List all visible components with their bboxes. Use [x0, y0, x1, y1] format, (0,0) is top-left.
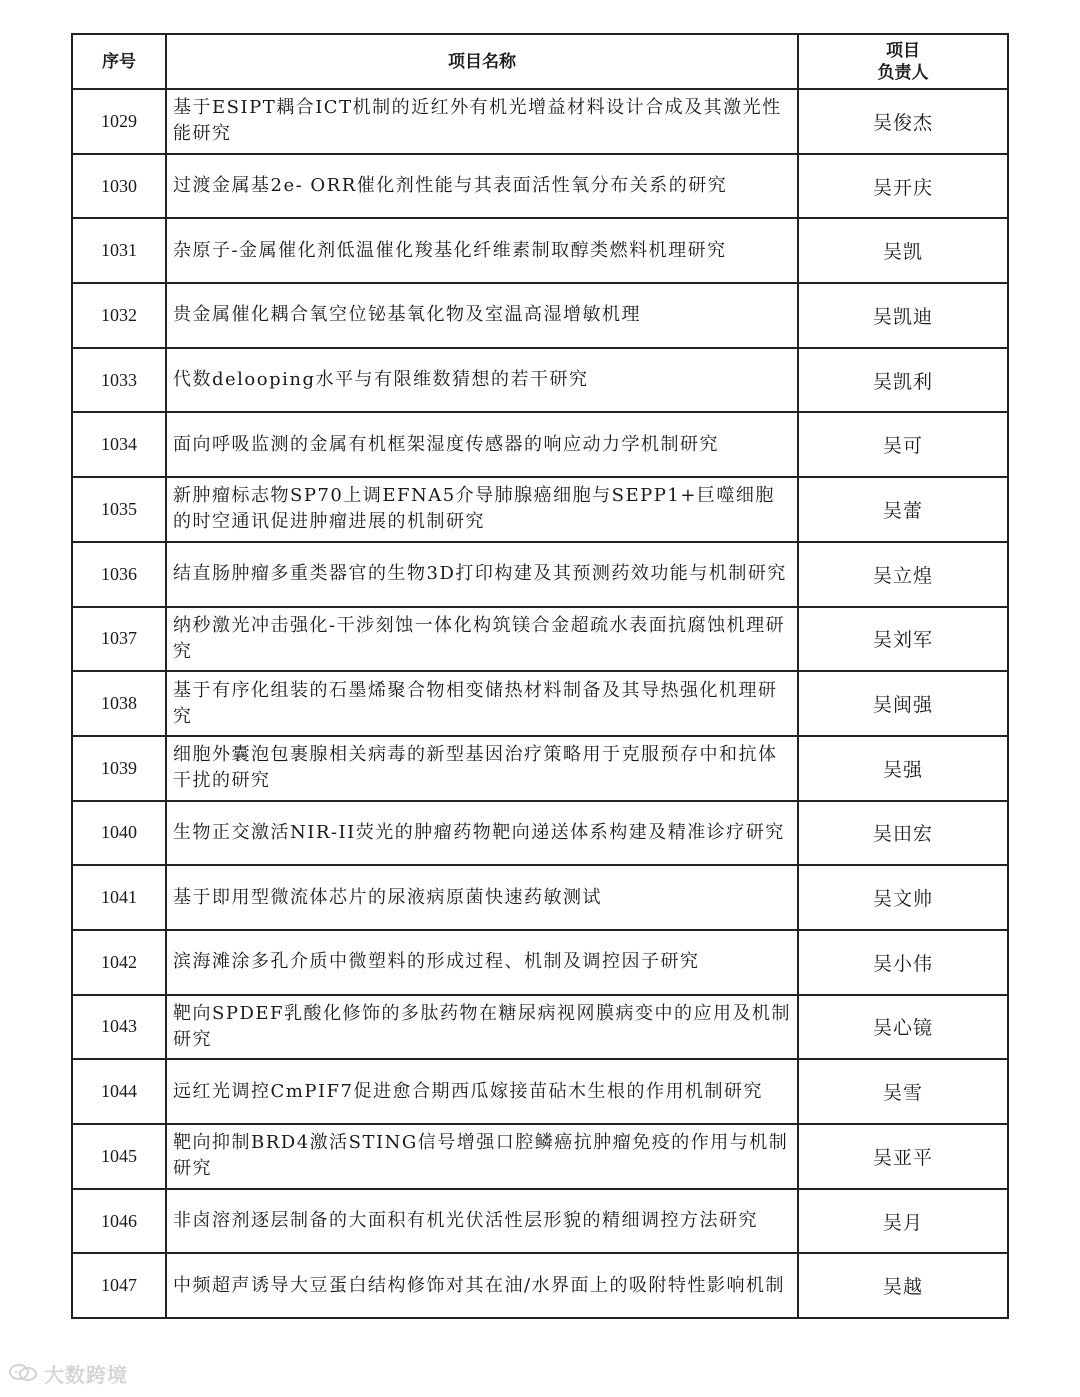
row-project-lead: 吴开庆 — [798, 154, 1008, 219]
row-seq: 1042 — [72, 930, 166, 995]
row-seq: 1044 — [72, 1059, 166, 1124]
table-row — [72, 89, 1008, 154]
row-seq: 1047 — [72, 1253, 166, 1318]
row-seq: 1045 — [72, 1124, 166, 1189]
row-seq: 1032 — [72, 283, 166, 348]
row-project-lead: 吴立煌 — [798, 542, 1008, 607]
row-project-lead: 吴刘军 — [798, 607, 1008, 672]
watermark — [8, 1358, 128, 1388]
table-row — [72, 930, 1008, 995]
project-table-container — [71, 33, 1007, 1319]
row-seq: 1038 — [72, 671, 166, 736]
row-project-name: 杂原子-金属催化剂低温催化羧基化纤维素制取醇类燃料机理研究 — [166, 218, 798, 283]
row-seq: 1036 — [72, 542, 166, 607]
row-seq: 1046 — [72, 1189, 166, 1254]
row-seq: 1040 — [72, 801, 166, 866]
header-seq: 序号 — [72, 34, 166, 89]
row-project-lead: 吴心镜 — [798, 995, 1008, 1060]
table-body — [72, 89, 1008, 1318]
watermark-text: 大数跨境 — [44, 1362, 128, 1387]
table-row — [72, 1124, 1008, 1189]
table-row — [72, 865, 1008, 930]
row-seq: 1031 — [72, 218, 166, 283]
table-row — [72, 218, 1008, 283]
row-project-name: 贵金属催化耦合氧空位铋基氧化物及室温高湿增敏机理 — [166, 283, 798, 348]
row-project-name: 基于ESIPT耦合ICT机制的近红外有机光增益材料设计合成及其激光性能研究 — [166, 89, 798, 154]
row-project-lead: 吴田宏 — [798, 801, 1008, 866]
table-row — [72, 542, 1008, 607]
row-seq: 1039 — [72, 736, 166, 801]
row-project-name: 基于即用型微流体芯片的尿液病原菌快速药敏测试 — [166, 865, 798, 930]
row-seq: 1034 — [72, 412, 166, 477]
row-project-name: 过渡金属基2e- ORR催化剂性能与其表面活性氧分布关系的研究 — [166, 154, 798, 219]
row-project-lead: 吴月 — [798, 1189, 1008, 1254]
row-seq: 1033 — [72, 348, 166, 413]
row-project-lead: 吴可 — [798, 412, 1008, 477]
table-row — [72, 154, 1008, 219]
row-project-name: 生物正交激活NIR-II荧光的肿瘤药物靶向递送体系构建及精准诊疗研究 — [166, 801, 798, 866]
row-project-lead: 吴蕾 — [798, 477, 1008, 542]
project-table — [71, 33, 1009, 1319]
header-lead-line1: 项目 — [886, 40, 920, 61]
table-row — [72, 995, 1008, 1060]
row-project-lead: 吴凯 — [798, 218, 1008, 283]
table-row — [72, 477, 1008, 542]
row-project-name: 靶向抑制BRD4激活STING信号增强口腔鳞癌抗肿瘤免疫的作用与机制研究 — [166, 1124, 798, 1189]
row-project-name: 新肿瘤标志物SP70上调EFNA5介导肺腺癌细胞与SEPP1+巨噬细胞的时空通讯促进肿瘤进展的机制研究 — [166, 477, 798, 542]
table-row — [72, 1059, 1008, 1124]
row-project-lead: 吴凯利 — [798, 348, 1008, 413]
chat-bubble-logo-icon — [8, 1362, 38, 1384]
header-lead-line2: 负责人 — [877, 62, 929, 83]
table-row — [72, 801, 1008, 866]
row-project-lead: 吴越 — [798, 1253, 1008, 1318]
row-seq: 1041 — [72, 865, 166, 930]
row-project-name: 远红光调控CmPIF7促进愈合期西瓜嫁接苗砧木生根的作用机制研究 — [166, 1059, 798, 1124]
table-row — [72, 607, 1008, 672]
row-project-lead: 吴文帅 — [798, 865, 1008, 930]
row-project-name: 基于有序化组装的石墨烯聚合物相变储热材料制备及其导热强化机理研究 — [166, 671, 798, 736]
table-row — [72, 283, 1008, 348]
table-row — [72, 348, 1008, 413]
header-lead — [798, 34, 1008, 89]
table-row — [72, 736, 1008, 801]
row-project-name: 纳秒激光冲击强化-干涉刻蚀一体化构筑镁合金超疏水表面抗腐蚀机理研究 — [166, 607, 798, 672]
row-project-lead: 吴亚平 — [798, 1124, 1008, 1189]
row-project-name: 非卤溶剂逐层制备的大面积有机光伏活性层形貌的精细调控方法研究 — [166, 1189, 798, 1254]
header-name: 项目名称 — [166, 34, 798, 89]
row-seq: 1035 — [72, 477, 166, 542]
row-seq: 1029 — [72, 89, 166, 154]
row-project-name: 代数delooping水平与有限维数猜想的若干研究 — [166, 348, 798, 413]
row-project-name: 中频超声诱导大豆蛋白结构修饰对其在油/水界面上的吸附特性影响机制 — [166, 1253, 798, 1318]
table-row — [72, 671, 1008, 736]
table-row — [72, 1253, 1008, 1318]
table-row — [72, 412, 1008, 477]
row-project-lead: 吴强 — [798, 736, 1008, 801]
row-project-lead: 吴俊杰 — [798, 89, 1008, 154]
row-project-name: 面向呼吸监测的金属有机框架湿度传感器的响应动力学机制研究 — [166, 412, 798, 477]
row-project-lead: 吴闽强 — [798, 671, 1008, 736]
row-project-lead: 吴小伟 — [798, 930, 1008, 995]
row-project-name: 结直肠肿瘤多重类器官的生物3D打印构建及其预测药效功能与机制研究 — [166, 542, 798, 607]
table-row — [72, 1189, 1008, 1254]
row-seq: 1043 — [72, 995, 166, 1060]
row-project-name: 靶向SPDEF乳酸化修饰的多肽药物在糖尿病视网膜病变中的应用及机制研究 — [166, 995, 798, 1060]
row-seq: 1030 — [72, 154, 166, 219]
row-seq: 1037 — [72, 607, 166, 672]
row-project-lead: 吴雪 — [798, 1059, 1008, 1124]
row-project-name: 细胞外囊泡包裹腺相关病毒的新型基因治疗策略用于克服预存中和抗体干扰的研究 — [166, 736, 798, 801]
row-project-lead: 吴凯迪 — [798, 283, 1008, 348]
row-project-name: 滨海滩涂多孔介质中微塑料的形成过程、机制及调控因子研究 — [166, 930, 798, 995]
table-header-row — [72, 34, 1008, 89]
